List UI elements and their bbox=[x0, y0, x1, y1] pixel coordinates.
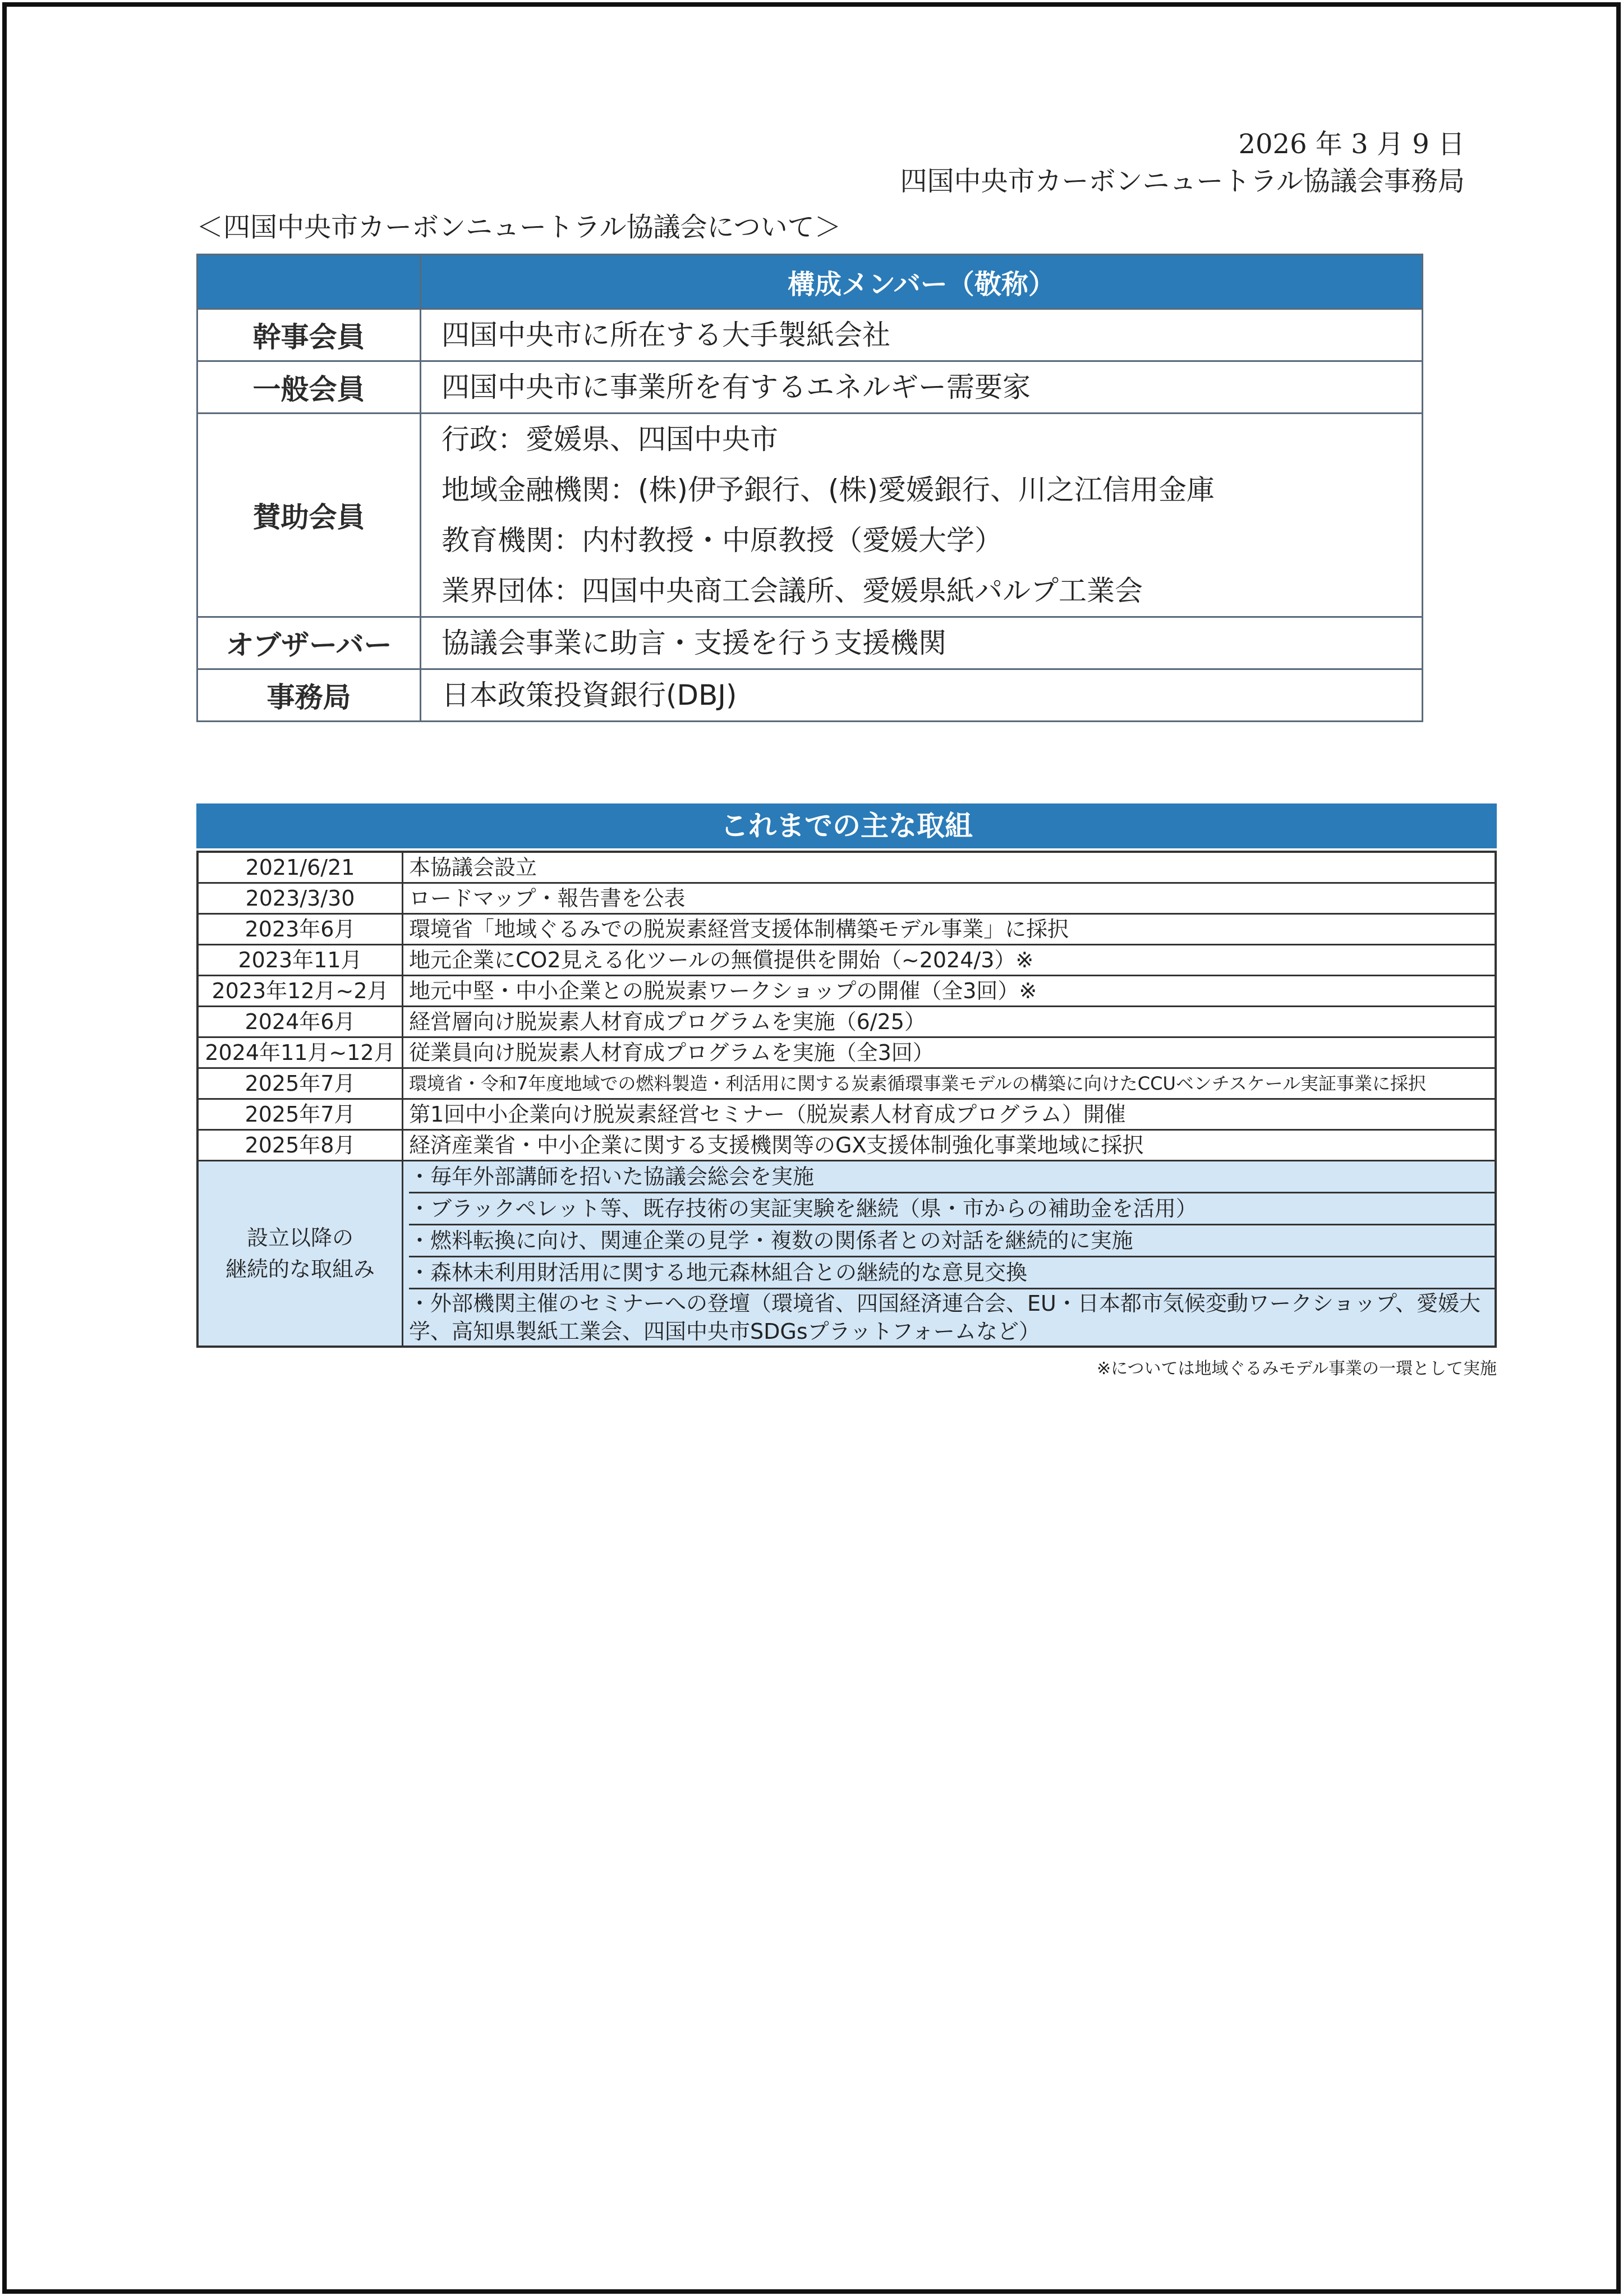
activity-date: 2025年8月 bbox=[197, 1130, 403, 1161]
section-heading: ＜四国中央市カーボンニュートラル協議会について＞ bbox=[196, 212, 842, 243]
activity-date: 2023年11月 bbox=[197, 945, 403, 976]
continuous-activities-row bbox=[197, 1161, 1496, 1347]
activity-row bbox=[197, 945, 1496, 976]
activity-text: ロードマップ・報告書を公表 bbox=[403, 883, 1496, 914]
continuous-label-line: 継続的な取組み bbox=[225, 1257, 375, 1282]
document-issuer: 四国中央市カーボンニュートラル協議会事務局 bbox=[900, 166, 1465, 197]
activity-date: 2024年6月 bbox=[197, 1007, 403, 1037]
activity-date: 2021/6/21 bbox=[197, 852, 403, 883]
activity-text: 経営層向け脱炭素人材育成プログラムを実施（6/25） bbox=[403, 1007, 1496, 1037]
continuous-label-line: 設立以降の bbox=[246, 1225, 353, 1250]
member-category: 一般会員 bbox=[197, 361, 421, 414]
activity-row bbox=[197, 976, 1496, 1007]
member-row-executive bbox=[197, 309, 1423, 361]
continuous-activity-item: ・ブラックペレット等、既存技術の実証実験を継続（県・市からの補助金を活用） bbox=[409, 1193, 1495, 1225]
member-category: 賛助会員 bbox=[197, 414, 421, 617]
activity-row bbox=[197, 1037, 1496, 1068]
continuous-activity-item: ・森林未利用財活用に関する地元森林組合との継続的な意見交換 bbox=[409, 1257, 1495, 1289]
member-category: オブザーバー bbox=[197, 617, 421, 669]
activity-text: 地元企業にCO2見える化ツールの無償提供を開始（~2024/3）※ bbox=[403, 945, 1496, 976]
activity-date: 2024年11月~12月 bbox=[197, 1037, 403, 1068]
members-column-header: 構成メンバー（敬称） bbox=[421, 255, 1423, 309]
members-table-header-row bbox=[197, 255, 1423, 309]
member-category: 幹事会員 bbox=[197, 309, 421, 361]
member-row-supporting bbox=[197, 414, 1423, 617]
member-description bbox=[421, 669, 1423, 722]
activity-date: 2025年7月 bbox=[197, 1068, 403, 1099]
activity-text: 経済産業省・中小企業に関する支援機関等のGX支援体制強化事業地域に採択 bbox=[403, 1130, 1496, 1161]
continuous-activities-label bbox=[197, 1161, 403, 1347]
continuous-activity-item: ・外部機関主催のセミナーへの登壇（環境省、四国経済連合会、EU・日本都市気候変動ワークショップ、愛媛大学、高知県製紙工業会、四国中央市SDGsプラットフォームなど） bbox=[409, 1291, 1481, 1344]
footnote: ※については地域ぐるみモデル事業の一環として実施 bbox=[1096, 1359, 1497, 1379]
member-category: 事務局 bbox=[197, 669, 421, 722]
document-date: 2026 年 3 月 9 日 bbox=[1238, 128, 1465, 160]
activity-date: 2023年6月 bbox=[197, 914, 403, 945]
activity-text: 第1回中小企業向け脱炭素経営セミナー（脱炭素人材育成プログラム）開催 bbox=[403, 1099, 1496, 1130]
activity-row bbox=[197, 1130, 1496, 1161]
member-description-line: 行政：愛媛県、四国中央市 bbox=[442, 423, 778, 456]
member-description-line: 業界団体：四国中央商工会議所、愛媛県紙パルプ工業会 bbox=[442, 575, 1143, 607]
activity-row bbox=[197, 883, 1496, 914]
member-row-secretariat bbox=[197, 669, 1423, 722]
activity-text: 地元中堅・中小企業との脱炭素ワークショップの開催（全3回）※ bbox=[403, 976, 1496, 1007]
activities-table bbox=[196, 851, 1497, 1348]
activity-row bbox=[197, 1007, 1496, 1037]
member-description-line: 地域金融機関：(株)伊予銀行、(株)愛媛銀行、川之江信用金庫 bbox=[442, 474, 1215, 506]
activity-row bbox=[197, 914, 1496, 945]
member-description-line: 四国中央市に事業所を有するエネルギー需要家 bbox=[442, 371, 1031, 403]
continuous-activities-list bbox=[403, 1161, 1496, 1347]
activities-title: これまでの主な取組 bbox=[196, 803, 1497, 848]
continuous-activity-item: ・燃料転換に向け、関連企業の見学・複数の関係者との対話を継続的に実施 bbox=[409, 1225, 1495, 1257]
activity-text: 本協議会設立 bbox=[403, 852, 1496, 883]
activity-text: 従業員向け脱炭素人材育成プログラムを実施（全3回） bbox=[403, 1037, 1496, 1068]
activity-row bbox=[197, 1068, 1496, 1099]
member-description-line: 日本政策投資銀行(DBJ) bbox=[442, 679, 737, 711]
activity-text: 環境省・令和7年度地域での燃料製造・利活用に関する炭素循環事業モデルの構築に向けたCCUベンチスケール実証事業に採択 bbox=[403, 1068, 1496, 1099]
member-description-line: 四国中央市に所在する大手製紙会社 bbox=[442, 319, 890, 351]
activity-row bbox=[197, 852, 1496, 883]
member-description bbox=[421, 414, 1423, 617]
member-description bbox=[421, 361, 1423, 414]
activity-date: 2023年12月~2月 bbox=[197, 976, 403, 1007]
member-description bbox=[421, 309, 1423, 361]
member-row-observer bbox=[197, 617, 1423, 669]
activity-row bbox=[197, 1099, 1496, 1130]
activity-date: 2023/3/30 bbox=[197, 883, 403, 914]
activity-date: 2025年7月 bbox=[197, 1099, 403, 1130]
member-row-general bbox=[197, 361, 1423, 414]
activity-text: 環境省「地域ぐるみでの脱炭素経営支援体制構築モデル事業」に採択 bbox=[403, 914, 1496, 945]
members-table bbox=[196, 254, 1423, 722]
member-description-line: 協議会事業に助言・支援を行う支援機関 bbox=[442, 627, 946, 659]
member-description-line: 教育機関：内村教授・中原教授（愛媛大学） bbox=[442, 524, 1003, 557]
members-table-corner bbox=[197, 255, 421, 309]
continuous-activity-item: ・毎年外部講師を招いた協議会総会を実施 bbox=[409, 1161, 1495, 1193]
member-description bbox=[421, 617, 1423, 669]
